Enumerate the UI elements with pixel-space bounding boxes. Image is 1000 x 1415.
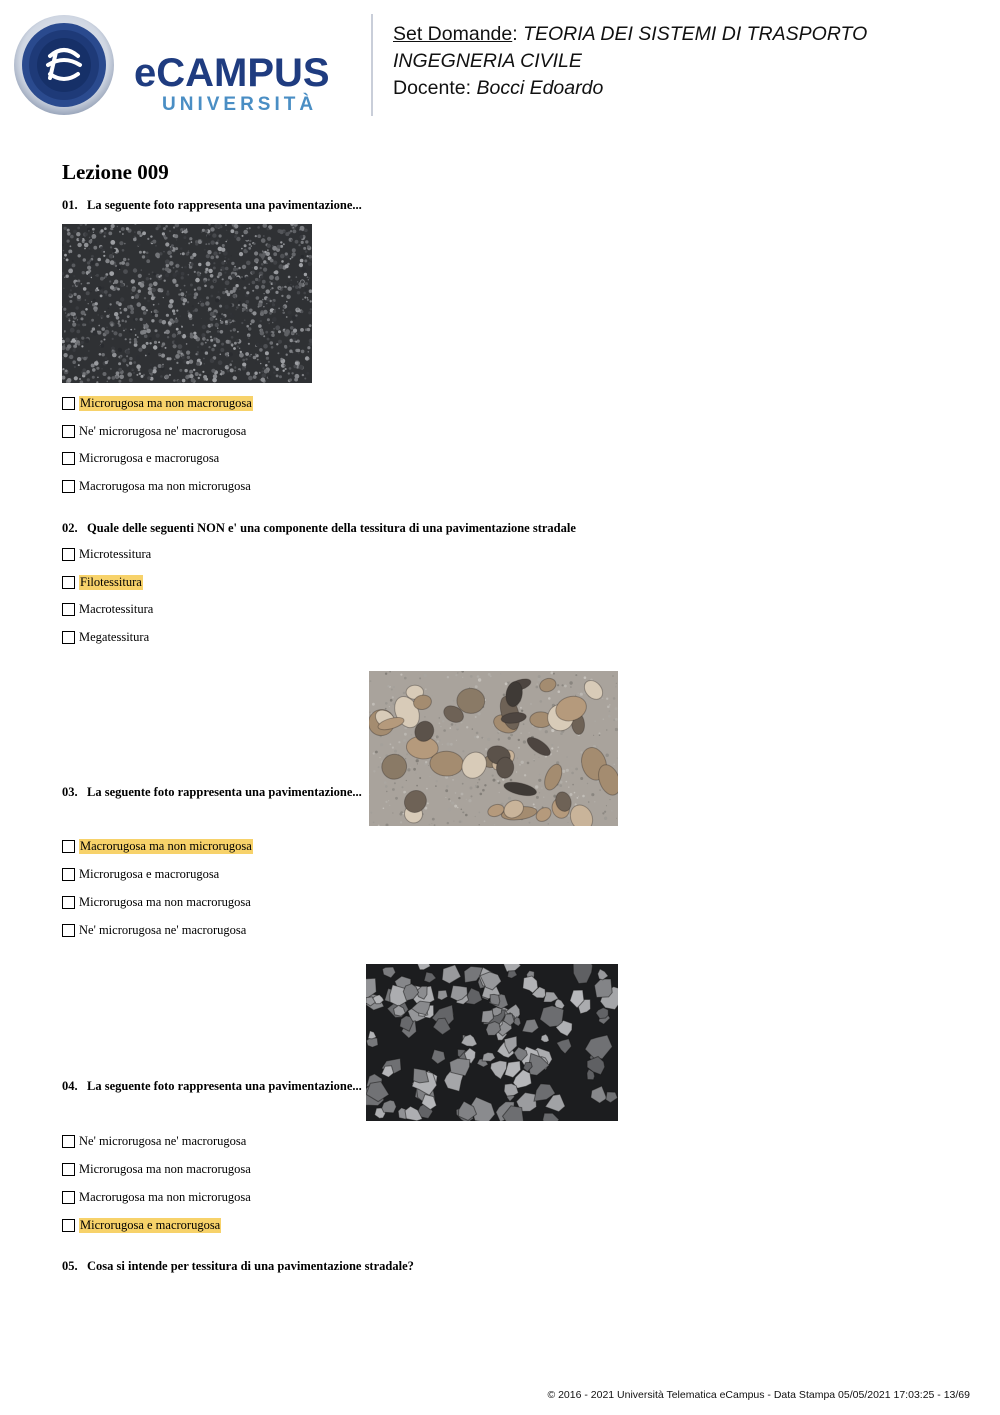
checkbox[interactable] — [62, 631, 75, 644]
option[interactable] — [62, 477, 251, 495]
teacher-name: Bocci Edoardo — [476, 77, 604, 99]
checkbox[interactable] — [62, 452, 75, 465]
option-label: Microrugosa ma non macrorugosa — [80, 395, 252, 410]
pebble-surface-photo — [369, 671, 618, 826]
checkbox[interactable] — [62, 576, 75, 589]
option[interactable] — [62, 1188, 251, 1206]
question-02 — [62, 521, 576, 536]
option-label: Microrugosa e macrorugosa — [79, 866, 220, 881]
course-subtitle: INGEGNERIA CIVILE — [393, 50, 582, 72]
page-footer: © 2016 - 2021 Università Telematica eCampus - Data Stampa 05/05/2021 17:03:25 - 13/69 — [547, 1389, 970, 1401]
question-text: La seguente foto rappresenta una pavimentazione... — [87, 198, 362, 212]
course-title: TEORIA DEI SISTEMI DI TRASPORTO — [523, 23, 868, 45]
lesson-title: Lezione 009 — [62, 160, 169, 184]
question-number: 05. — [62, 1259, 78, 1273]
question-text: La seguente foto rappresenta una pavimentazione... — [87, 1079, 362, 1093]
option-label: Microtessitura — [79, 546, 152, 561]
question-03 — [62, 785, 362, 800]
question-text: Cosa si intende per tessitura di una pavimentazione stradale? — [87, 1259, 414, 1273]
option[interactable] — [62, 449, 219, 467]
ecampus-logo — [12, 14, 362, 116]
option-label: Microrugosa e macrorugosa — [79, 450, 220, 465]
checkbox[interactable] — [62, 868, 75, 881]
question-text: La seguente foto rappresenta una pavimentazione... — [87, 785, 362, 799]
checkbox[interactable] — [62, 840, 75, 853]
option-label: Microrugosa ma non macrorugosa — [79, 1161, 251, 1176]
option-label: Microrugosa ma non macrorugosa — [79, 894, 251, 909]
option[interactable] — [62, 1160, 251, 1178]
checkbox[interactable] — [62, 425, 75, 438]
fine-grained-asphalt-photo — [62, 224, 312, 383]
option-label: Macrorugosa ma non microrugosa — [79, 1189, 251, 1204]
option[interactable] — [62, 422, 246, 440]
option[interactable] — [62, 628, 149, 646]
option[interactable] — [62, 837, 253, 855]
checkbox[interactable] — [62, 480, 75, 493]
logo-brand-text: eCAMPUS — [134, 51, 330, 95]
option-label: Ne' microrugosa ne' macrorugosa — [79, 1133, 247, 1148]
question-01 — [62, 198, 362, 213]
option[interactable] — [62, 921, 246, 939]
option-label: Ne' microrugosa ne' macrorugosa — [79, 423, 247, 438]
checkbox[interactable] — [62, 603, 75, 616]
teacher-label: Docente: — [393, 77, 472, 99]
coarse-aggregate-photo — [366, 964, 618, 1121]
option[interactable] — [62, 1132, 246, 1150]
option-label: Filotessitura — [80, 574, 142, 589]
option-label: Microrugosa e macrorugosa — [80, 1217, 221, 1232]
set-label: Set Domande — [393, 23, 513, 45]
logo-sub-text: UNIVERSITÀ — [162, 94, 318, 115]
option[interactable] — [62, 600, 153, 618]
option[interactable] — [62, 893, 251, 911]
question-05 — [62, 1259, 414, 1274]
option[interactable] — [62, 573, 143, 591]
option-label: Macrorugosa ma non microrugosa — [80, 838, 252, 853]
option-label: Macrorugosa ma non microrugosa — [79, 478, 251, 493]
option[interactable] — [62, 394, 253, 412]
checkbox[interactable] — [62, 1135, 75, 1148]
checkbox[interactable] — [62, 1219, 75, 1232]
checkbox[interactable] — [62, 548, 75, 561]
checkbox[interactable] — [62, 896, 75, 909]
option[interactable] — [62, 545, 151, 563]
question-text: Quale delle seguenti NON e' una componente della tessitura di una pavimentazione stradale — [87, 521, 576, 535]
option[interactable] — [62, 865, 219, 883]
question-number: 02. — [62, 521, 78, 535]
header-divider — [371, 14, 373, 116]
question-number: 03. — [62, 785, 78, 799]
option-label: Ne' microrugosa ne' macrorugosa — [79, 922, 247, 937]
question-04 — [62, 1079, 362, 1094]
option[interactable] — [62, 1216, 221, 1234]
checkbox[interactable] — [62, 1191, 75, 1204]
checkbox[interactable] — [62, 1163, 75, 1176]
checkbox[interactable] — [62, 397, 75, 410]
question-number: 01. — [62, 198, 78, 212]
option-label: Megatessitura — [79, 629, 150, 644]
option-label: Macrotessitura — [79, 601, 154, 616]
question-number: 04. — [62, 1079, 78, 1093]
header-info: Set Domande: TEORIA DEI SISTEMI DI TRASPORTO INGEGNERIA CIVILE Docente: Bocci Edoardo — [393, 23, 868, 99]
checkbox[interactable] — [62, 924, 75, 937]
